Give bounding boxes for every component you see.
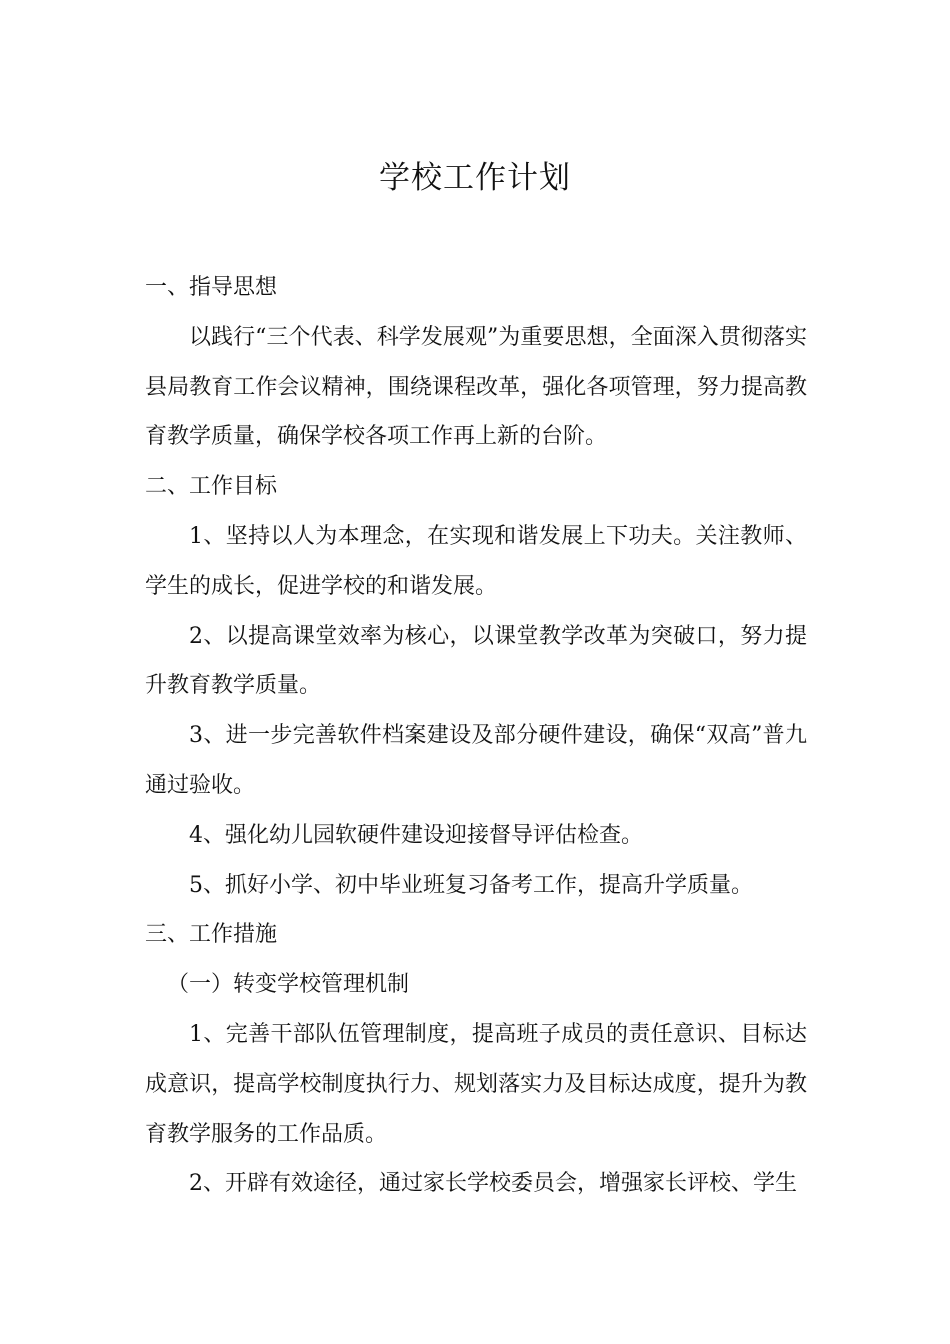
section-heading-work-goals: 二、工作目标 — [145, 474, 278, 500]
paragraph-guiding-ideology: 以践行“三个代表、科学发展观”为重要思想，全面深入贯彻落实县局教育工作会议精神，围绕课程改革，强化各项管理，努力提高教育教学质量，确保学校各项工作再上新的台阶。 — [145, 324, 807, 450]
goal-item-2: 2、以提高课堂效率为核心，以课堂教学改革为突破口，努力提升教育教学质量。 — [145, 623, 807, 699]
goal-item-3: 3、进一步完善软件档案建设及部分硬件建设，确保“双高”普九通过验收。 — [145, 723, 807, 798]
goal-item-1: 1、坚持以人为本理念，在实现和谐发展上下功夫。关注教师、学生的成长，促进学校的和谐发展。 — [145, 523, 807, 599]
page-title: 学校工作计划 — [379, 160, 571, 196]
measure-item-1: 1、完善干部队伍管理制度，提高班子成员的责任意识、目标达成意识，提高学校制度执行力、规划落实力及目标达成度，提升为教育教学服务的工作品质。 — [145, 1021, 807, 1147]
section-heading-guiding-ideology: 一、指导思想 — [145, 275, 278, 300]
measure-item-2: 2、开辟有效途径，通过家长学校委员会，增强家长评校、学生 — [189, 1171, 797, 1197]
goal-item-5: 5、抓好小学、初中毕业班复习备考工作，提高升学质量。 — [189, 872, 753, 898]
section-heading-work-measures: 三、工作措施 — [145, 922, 278, 948]
document-body — [145, 263, 807, 1209]
goal-item-4: 4、强化幼儿园软硬件建设迎接督导评估检查。 — [189, 822, 643, 848]
subsection-heading-management: （一）转变学校管理机制 — [167, 972, 410, 998]
